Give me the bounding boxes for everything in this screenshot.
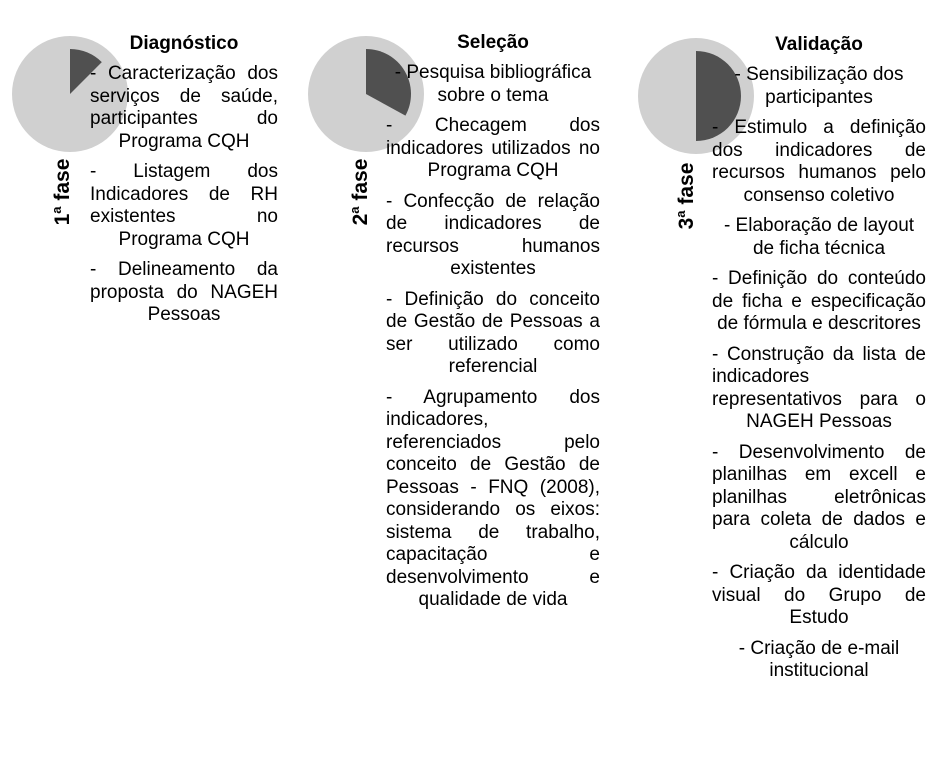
phase-3-step-item: - Desenvolvimento de planilhas em excell e planilhas eletrônicas para coleta de dados e cálculo	[712, 441, 926, 553]
phase-2-label: 2$^a$ fase	[347, 158, 372, 226]
phase-2-step-item: - Checagem dos indicadores utilizados no Programa CQH	[386, 115, 600, 181]
phase-2-step-item: - Pesquisa bibliográfica sobre o tema	[394, 62, 592, 106]
phase-2-column	[386, 32, 600, 620]
phase-3-step-item: - Elaboração de layout de ficha técnica	[723, 215, 915, 259]
phase-2-step-item: - Agrupamento dos indicadores, referenciados pelo conceito de Gestão de Pessoas - FNQ (2008), considerando os eixos: sistema de trabalho, capacitação e desenvolvimento e qualidade de vida	[386, 386, 600, 610]
phase-3-step-item: - Criação da identidade visual do Grupo de Estudo	[712, 562, 926, 628]
phase-2-step-item: - Confecção de relação de indicadores de recursos humanos existentes	[386, 190, 600, 279]
phase-3-label: 3$^a$ fase	[673, 162, 698, 230]
phase-3-column	[712, 34, 926, 691]
phase-1-title: Diagnóstico	[129, 33, 239, 54]
phase-1-step-item: - Caracterização dos serviços de saúde, participantes do Programa CQH	[90, 63, 278, 152]
phase-1-label: 1$^a$ fase	[49, 158, 74, 226]
phase-2-title: Seleção	[457, 32, 529, 53]
phase-3-step-item: - Definição do conteúdo de ficha e especificação de fórmula e descritores	[712, 268, 926, 334]
phase-1-column	[90, 33, 278, 335]
phase-3-step-item: - Sensibilização dos participantes	[734, 64, 904, 108]
phase-1-step-item: - Listagem dos Indicadores de RH existentes no Programa CQH	[90, 161, 278, 250]
phase-3-step-item: - Estimulo a definição dos indicadores de recursos humanos pelo consenso coletivo	[712, 117, 926, 206]
phase-3-step-item: - Criação de e-mail institucional	[738, 637, 900, 681]
phase-3-step-item: - Construção da lista de indicadores representativos para o NAGEH Pessoas	[712, 343, 926, 432]
phase-3-title: Validação	[775, 34, 863, 55]
phase-1-step-item: - Delineamento da proposta do NAGEH Pessoas	[90, 259, 278, 325]
phase-2-step-item: - Definição do conceito de Gestão de Pessoas a ser utilizado como referencial	[386, 288, 600, 377]
